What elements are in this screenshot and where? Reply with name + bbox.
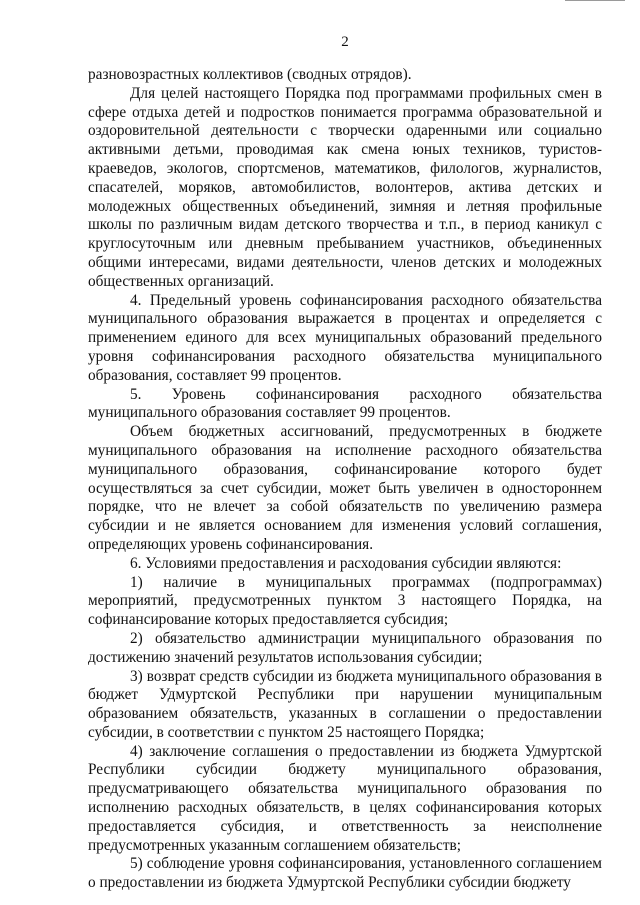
paragraph-condition-3: 3) возврат средств субсидии из бюджета муниципального образования в бюджет Удмуртской Республики при нарушении муниципальным образованием обязательств, указанных в соглашении о предоставлении субсидии, в соответствии с пунктом 25 настоящего Порядка; — [88, 667, 602, 741]
paragraph-condition-5: 5) соблюдение уровня софинансирования, установленного соглашением о предоставлении из бюджета Удмуртской Республики субсидии бюджету — [88, 855, 602, 892]
paragraph-condition-2: 2) обязательство администрации муниципального образования по достижению значений результатов использования субсидии; — [88, 629, 602, 666]
paragraph-condition-4: 4) заключение соглашения о предоставлении из бюджета Удмуртской Республики субсидии бюджету муниципального образования, предусматривающего обязательства муниципального образования по исполнению расходных обязательств, в целях софинансирования которых предоставляется субсидия, и ответственность за неисполнение предусмотренных указанным соглашением обязательств; — [88, 742, 602, 854]
paragraph-item-4: 4. Предельный уровень софинансирования расходного обязательства муниципального образования выражается в процентах и определяется с применением единого для всех муниципальных образований предельного уровня софинансирования расходного обязательства муниципального образования, составляет 99 процентов. — [88, 291, 602, 384]
paragraph-item-5: 5. Уровень софинансирования расходного обязательства муниципального образования составляет 99 процентов. — [88, 385, 602, 422]
paragraph-condition-1: 1) наличие в муниципальных программах (подпрограммах) мероприятий, предусмотренных пунктом 3 настоящего Порядка, на софинансирование которых предоставляется субсидия; — [88, 573, 602, 629]
scan-edge-line — [565, 0, 625, 1]
paragraph-budget-volume: Объем бюджетных ассигнований, предусмотренных в бюджете муниципального образования на исполнение расходного обязательства муниципального образования, софинансирование которого будет осуществляться за счет субсидии, может быть увеличен в одностороннем порядке, что не влечет за собой обязательств по увеличению размера субсидии и не является основанием для изменения условий соглашения, определяющих уровень софинансирования. — [88, 423, 602, 553]
page-number: 2 — [341, 34, 349, 50]
paragraph-continuation: разновозрастных коллективов (сводных отрядов). — [88, 66, 412, 83]
document-body — [88, 66, 602, 893]
paragraph-profile-programs: Для целей настоящего Порядка под программами профильных смен в сфере отдыха детей и подростков понимается программа образовательной и оздоровительной деятельности с творчески одаренными или социально активными детьми, проводимая как смена юных техников, туристов-краеведов, экологов, спортсменов, математиков, филологов, журналистов, спасателей, моряков, автомобилистов, волонтеров, актива детских и молодежных общественных объединений, зимняя и летняя профильные школы по различным видам детского творчества и т.п., в период каникул с круглосуточным или дневным пребыванием участников, объединенных общими интересами, видами деятельности, членов детских и молодежных общественных организаций. — [88, 84, 602, 290]
paragraph-item-6: 6. Условиями предоставления и расходования субсидии являются: — [130, 554, 562, 572]
